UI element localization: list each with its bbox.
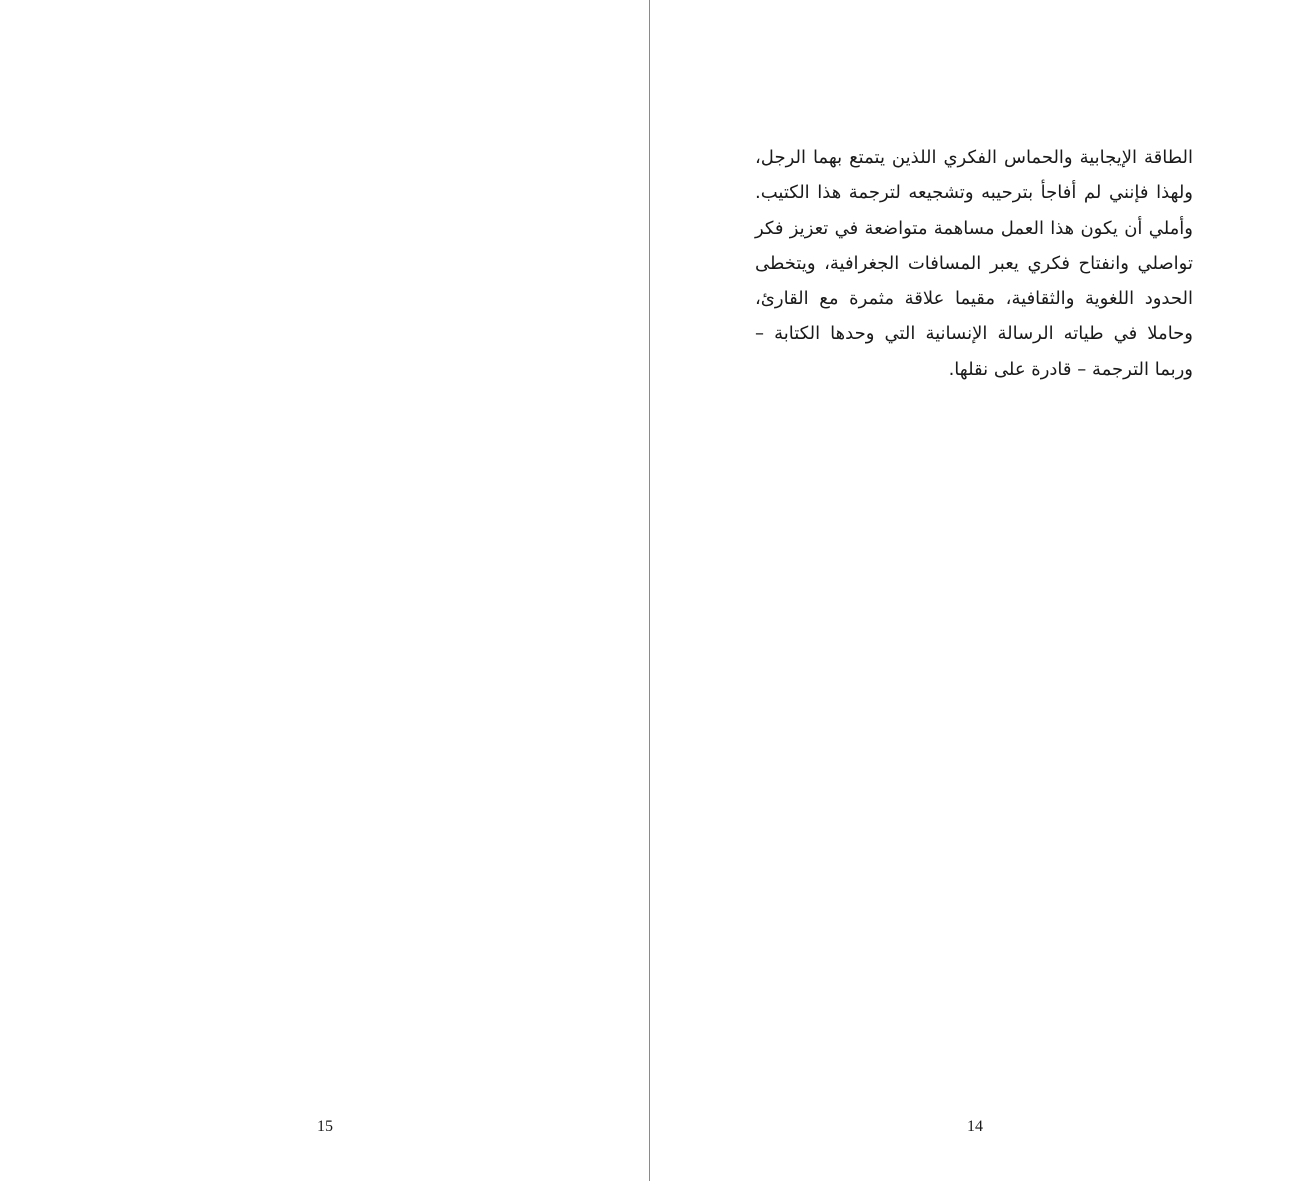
right-page	[650, 0, 1299, 1181]
page-number-left: 15	[317, 1118, 333, 1135]
left-page	[0, 0, 649, 1181]
body-paragraph: الطاقة الإيجابية والحماس الفكري اللذين يتمتع بهما الرجل، ولهذا فإنني لم أفاجأ بترحيبه وتشجيعه لترجمة هذا الكتيب. وأملي أن يكون هذا العمل مساهمة متواضعة في تعزيز فكر تواصلي وانفتاح فكري يعبر المسافات الجغرافية، ويتخطى الحدود اللغوية والثقافية، مقيما علاقة مثمرة مع القارئ، وحاملا في طياته الرسالة الإنسانية التي وحدها الكتابة – وربما الترجمة – قادرة على نقلها.	[755, 147, 1193, 380]
page-number-right: 14	[967, 1118, 983, 1135]
